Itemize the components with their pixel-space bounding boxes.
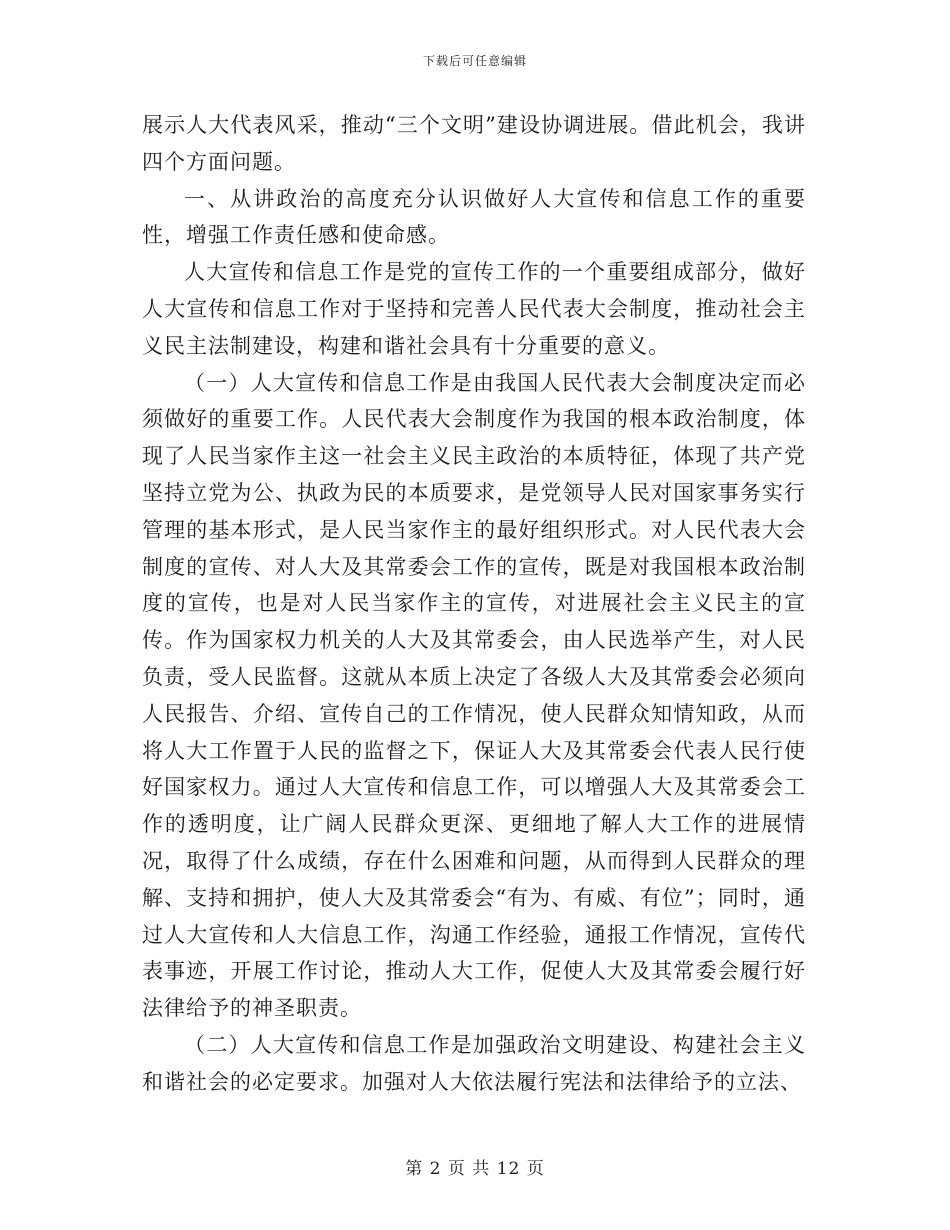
page-header: 下载后可任意编辑 bbox=[422, 54, 527, 68]
paragraph-subsection-1: （一）人大宣传和信息工作是由我国人民代表大会制度决定而必须做好的重要工作。人民代表大会制度作为我国的根本政治制度，体现了人民当家作主这一社会主义民主政治的本质特征，体现了共产党坚持立党为公、执政为民的本质要求，是党领导人民对国家事务实行管理的基本形式，是人民当家作主的最好组织形式。对人民代表大会制度的宣传、对人大及其常委会工作的宣传，既是对我国根本政治制度的宣传，也是对人民当家作主的宣传，对进展社会主义民主的宣传。作为国家权力机关的人大及其常委会，由人民选举产生，对人民负责，受人民监督。这就从本质上决定了各级人大及其常委会必须向人民报告、介绍、宣传自己的工作情况，使人民群众知情知政，从而将人大工作置于人民的监督之下，保证人大及其常委会代表人民行使好国家权力。通过人大宣传和信息工作，可以增强人大及其常委会工作的透明度，让广阔人民群众更深、更细地了解人大工作的进展情况，取得了什么成绩，存在什么困难和问题，从而得到人民群众的理解、支持和拥护，使人大及其常委会“有为、有威、有位”；同时，通过人大宣传和人大信息工作，沟通工作经验，通报工作情况，宣传代表事迹，开展工作讨论，推动人大工作，促使人大及其常委会履行好法律给予的神圣职责。 bbox=[142, 370, 806, 1021]
document-body bbox=[142, 107, 806, 1101]
section-heading-1: 一、从讲政治的高度充分认识做好人大宣传和信息工作的重要性，增强工作责任感和使命感。 bbox=[142, 186, 806, 248]
page-footer: 第 2 页 共 12 页 bbox=[405, 1159, 545, 1179]
paragraph-intro: 人大宣传和信息工作是党的宣传工作的一个重要组成部分，做好人大宣传和信息工作对于坚持和完善人民代表大会制度，推动社会主义民主法制建设，构建和谐社会具有十分重要的意义。 bbox=[142, 260, 806, 358]
paragraph-continuation: 展示人大代表风采，推动“三个文明”建设协调进展。借此机会，我讲四个方面问题。 bbox=[142, 113, 806, 174]
paragraph-subsection-2: （二）人大宣传和信息工作是加强政治文明建设、构建社会主义和谐社会的必定要求。加强对人大依法履行宪法和法律给予的立法、 bbox=[142, 1032, 806, 1094]
